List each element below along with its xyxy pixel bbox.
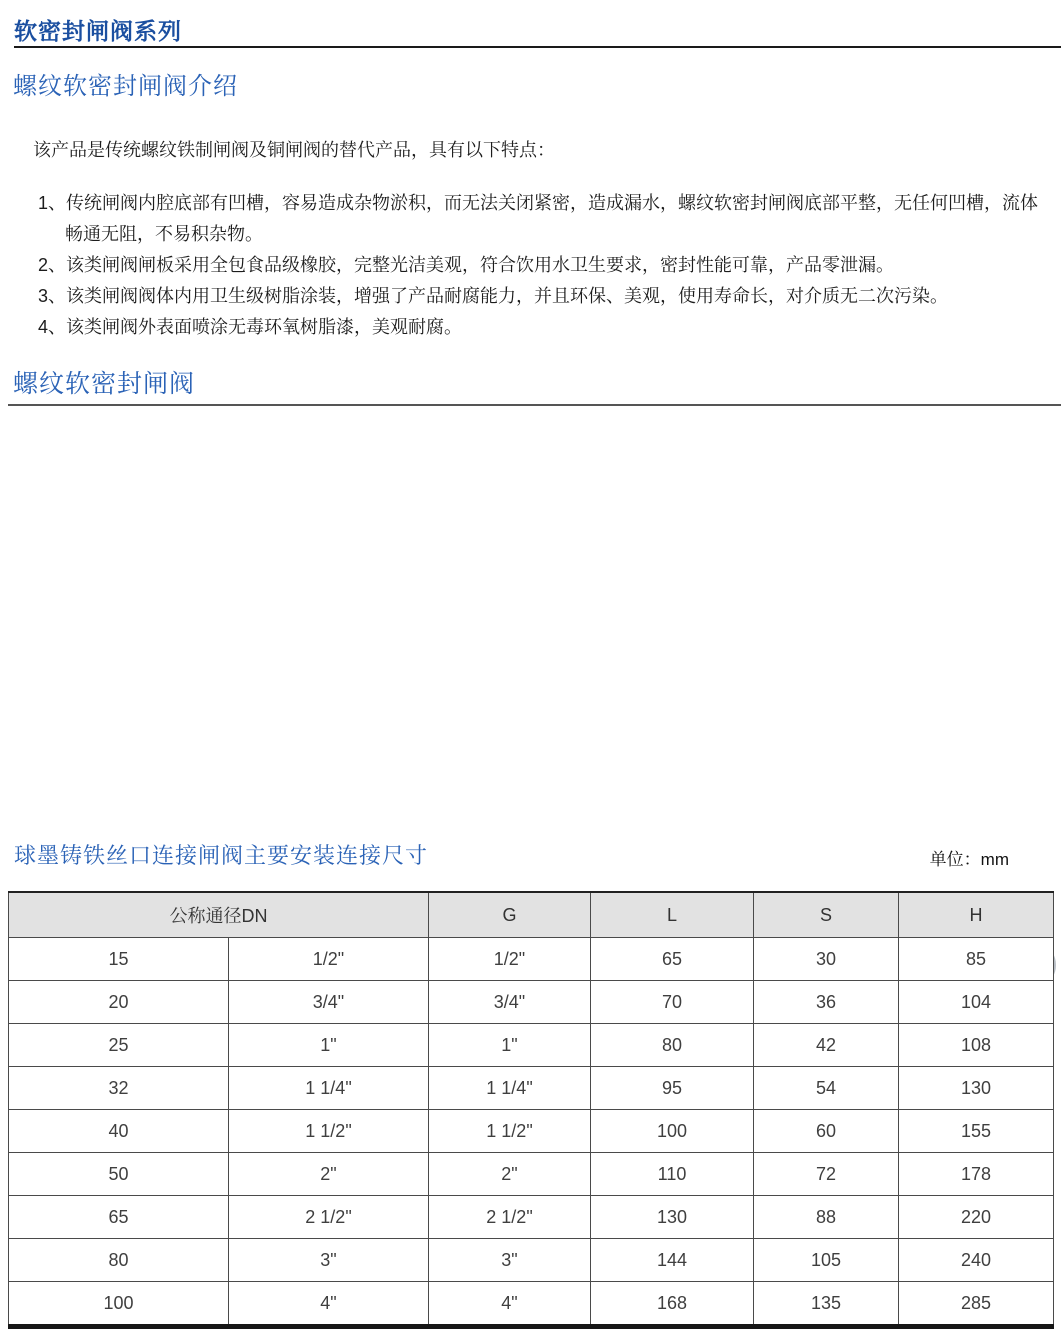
feature-text: 该类闸阀闸板采用全包食品级橡胶，完整光洁美观，符合饮用水卫生要求，密封性能可靠，产品零泄漏。 (66, 255, 895, 275)
table-row (9, 938, 1054, 981)
page-title: 软密封闸阀系列 (14, 18, 182, 44)
table-cell: 2" (429, 1153, 591, 1196)
table-cell: 2 1/2" (429, 1196, 591, 1239)
table-cell: 100 (9, 1282, 229, 1327)
feature-item-4 (38, 312, 1050, 343)
feature-text: 该类闸阀阀体内用卫生级树脂涂装，增强了产品耐腐能力，并且环保、美观，使用寿命长，对介质无二次污染。 (66, 286, 949, 306)
table-cell: 178 (899, 1153, 1054, 1196)
table-cell: 30 (754, 938, 899, 981)
table-cell: 80 (591, 1024, 754, 1067)
header-row (9, 892, 1054, 938)
table-row (9, 1110, 1054, 1153)
unit-label: 单位：mm (929, 850, 1009, 869)
table-cell: 80 (9, 1239, 229, 1282)
table-title: 球墨铸铁丝口连接闸阀主要安装连接尺寸 (14, 843, 429, 868)
header-cell-l: L (591, 892, 754, 938)
feature-num: 4、 (38, 317, 67, 337)
table-cell: 54 (754, 1067, 899, 1110)
feature-item-1 (38, 188, 1050, 250)
table-cell: 1 1/2" (429, 1110, 591, 1153)
table-cell: 1 1/2" (229, 1110, 429, 1153)
header-cell-g: G (429, 892, 591, 938)
header-cell-s: S (754, 892, 899, 938)
table-cell: 130 (899, 1067, 1054, 1110)
table-cell: 15 (9, 938, 229, 981)
table-cell: 3/4" (229, 981, 429, 1024)
table-cell: 135 (754, 1282, 899, 1327)
table-cell: 4" (229, 1282, 429, 1327)
table-cell: 110 (591, 1153, 754, 1196)
table-cell: 50 (9, 1153, 229, 1196)
product-figures-strip (0, 420, 1061, 812)
table-cell: 32 (9, 1067, 229, 1110)
feature-item-3 (38, 281, 1050, 312)
table-row (9, 1067, 1054, 1110)
table-cell: 70 (591, 981, 754, 1024)
table-cell: 108 (899, 1024, 1054, 1067)
table-cell: 1" (429, 1024, 591, 1067)
table-cell: 168 (591, 1282, 754, 1327)
table-cell: 60 (754, 1110, 899, 1153)
table-cell: 240 (899, 1239, 1054, 1282)
table-row (9, 1024, 1054, 1067)
table-cell: 1/2" (229, 938, 429, 981)
table-cell: 105 (754, 1239, 899, 1282)
table-cell: 85 (899, 938, 1054, 981)
table-cell: 88 (754, 1196, 899, 1239)
table-cell: 25 (9, 1024, 229, 1067)
table-cell: 72 (754, 1153, 899, 1196)
section-intro-title: 螺纹软密封闸阀介绍 (13, 73, 238, 100)
feature-num: 2、 (38, 255, 67, 275)
table-cell: 40 (9, 1110, 229, 1153)
header-cell-dn: 公称通径DN (9, 892, 429, 938)
table-cell: 1 1/4" (429, 1067, 591, 1110)
dimension-table-header (9, 892, 1054, 938)
feature-num: 3、 (38, 286, 67, 306)
table-cell: 285 (899, 1282, 1054, 1327)
table-cell: 144 (591, 1239, 754, 1282)
table-cell: 65 (591, 938, 754, 981)
table-cell: 1 1/4" (229, 1067, 429, 1110)
feature-text: 该类闸阀外表面喷涂无毒环氧树脂漆，美观耐腐。 (66, 317, 463, 337)
table-row (9, 981, 1054, 1024)
table-row (9, 1153, 1054, 1196)
title-underline (14, 46, 1061, 48)
section-underline (8, 404, 1061, 406)
table-cell: 2" (229, 1153, 429, 1196)
table-cell: 2 1/2" (229, 1196, 429, 1239)
table-cell: 3" (429, 1239, 591, 1282)
table-cell: 65 (9, 1196, 229, 1239)
table-row (9, 1239, 1054, 1282)
table-cell: 1" (229, 1024, 429, 1067)
table-row (9, 1196, 1054, 1239)
table-cell: 20 (9, 981, 229, 1024)
table-cell: 1/2" (429, 938, 591, 981)
table-cell: 104 (899, 981, 1054, 1024)
table-cell: 220 (899, 1196, 1054, 1239)
dimension-table (8, 891, 1054, 1329)
table-row (9, 1282, 1054, 1327)
table-cell: 100 (591, 1110, 754, 1153)
table-cell: 3/4" (429, 981, 591, 1024)
feature-list (38, 188, 1050, 343)
table-cell: 3" (229, 1239, 429, 1282)
feature-num: 1、 (38, 193, 67, 213)
intro-paragraph: 该产品是传统螺纹铁制闸阀及铜闸阀的替代产品，具有以下特点： (33, 140, 555, 160)
feature-item-2 (38, 250, 1050, 281)
table-cell: 36 (754, 981, 899, 1024)
spec-table-body (9, 938, 1054, 1327)
section-product-title: 螺纹软密封闸阀 (13, 370, 196, 398)
table-cell: 95 (591, 1067, 754, 1110)
header-cell-h: H (899, 892, 1054, 938)
table-cell: 4" (429, 1282, 591, 1327)
feature-text: 传统闸阀内腔底部有凹槽，容易造成杂物淤积，而无法关闭紧密，造成漏水，螺纹软密封闸阀底部平整，无任何凹槽，流体畅通无阻，不易积杂物。 (65, 193, 1039, 244)
table-cell: 155 (899, 1110, 1054, 1153)
table-cell: 130 (591, 1196, 754, 1239)
table-cell: 42 (754, 1024, 899, 1067)
